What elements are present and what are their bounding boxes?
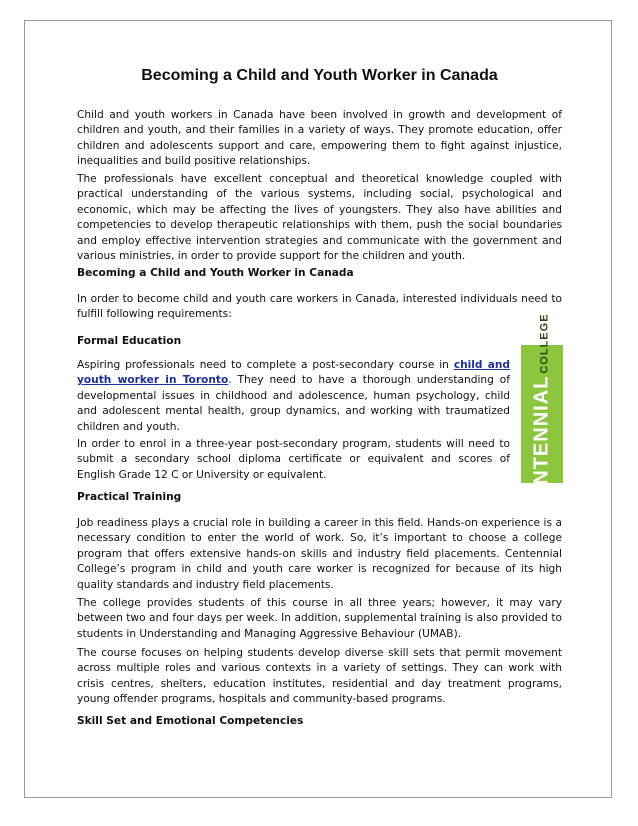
logo-wordmark	[531, 313, 554, 514]
formal-text-before-link: Aspiring professionals need to complete a post-secondary course in	[77, 359, 454, 371]
intro-paragraph-2: The professionals have excellent conceptual and theoretical knowledge coupled with practical understanding of the various systems, including social, psychological and economic, which may be affecting the lives of youngsters. They also have abilities and competencies to develop therapeutic relationships with them, push the social boundaries and employ effective intervention strategies and communicate with the government and various ministries, in order to provide support for the children and youth.	[77, 173, 562, 263]
centennial-college-logo	[521, 313, 563, 515]
section-heading-skill-set: Skill Set and Emotional Competencies	[77, 715, 304, 727]
logo-main-text: CENTENNIAL	[530, 375, 553, 515]
formal-education-paragraph-2: In order to enrol in a three-year post-secondary program, students will need to submit a secondary school diploma certificate or equivalent and scores of English Grade 12 C or University or equivalent.	[77, 438, 510, 481]
practical-training-paragraph-1: Job readiness plays a crucial role in building a career in this field. Hands-on experience is a necessary condition to enter the world of work. So, it’s important to choose a college program that offers extensive hands-on skills and industry field placements. Centennial College’s program in child and youth care worker is recognized for because of its high quality standards and industry field placements.	[77, 517, 562, 591]
section-heading-practical-training: Practical Training	[77, 491, 182, 503]
child-youth-worker-link[interactable]: child and youth worker in Toronto	[77, 359, 510, 387]
logo-sub-text: COLLEGE	[538, 313, 551, 374]
formal-education-paragraph-1	[77, 358, 510, 435]
section-heading-formal-education: Formal Education	[77, 335, 182, 347]
practical-training-paragraph-3: The course focuses on helping students develop diverse skill sets that permit movement across multiple roles and various contexts in a variety of settings. They can work with crisis centres, shelters, education institutes, residential and day treatment programs, young offender programs, hospitals and community-based programs.	[77, 647, 562, 706]
formal-text-after-link: . They need to have a thorough understanding of developmental issues in childhood and adolescence, human psychology, child and adolescent mental health, group dynamics, and working with traumatized children and youth.	[77, 374, 511, 433]
document-title: Becoming a Child and Youth Worker in Canada	[141, 67, 498, 84]
practical-training-paragraph-2: The college provides students of this course in all three years; however, it may vary between two and four days per week. In addition, supplemental training is also provided to students in Understanding and Managing Aggressive Behaviour (UMAB).	[77, 597, 562, 640]
section-heading-becoming: Becoming a Child and Youth Worker in Canada	[77, 267, 354, 279]
intro-paragraph-1: Child and youth workers in Canada have been involved in growth and development of children and youth, and their families in a variety of ways. They promote education, offer children and adolescents support and care, empowering them to fight against injustice, inequalities and build positive relationships.	[77, 109, 562, 168]
requirements-paragraph: In order to become child and youth care workers in Canada, interested individuals need to fulfill following requirements:	[77, 293, 562, 321]
